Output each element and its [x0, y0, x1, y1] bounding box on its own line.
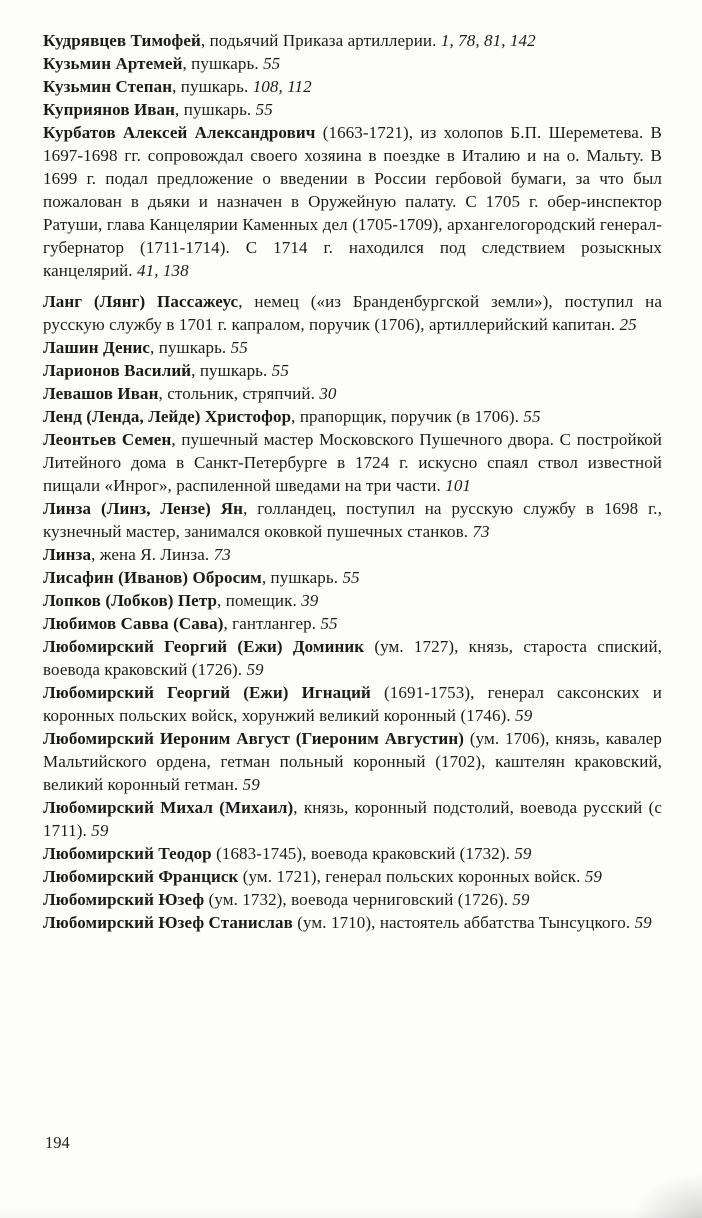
- index-entry: [43, 842, 662, 865]
- entry-description: , князь, коронный подстолий, воевода русский (с 1711).: [43, 798, 662, 840]
- entry-name: Курбатов Алексей Александрович: [43, 123, 316, 142]
- entry-name: Любомирский Иероним Август (Гиероним Августин): [43, 729, 464, 748]
- page-number: 194: [45, 1133, 70, 1152]
- entry-description: , пушкарь.: [150, 338, 227, 357]
- index-entry: [43, 290, 662, 336]
- letter-group-0: [43, 29, 662, 282]
- index-entry: [43, 121, 662, 282]
- entry-pages: 73: [472, 522, 490, 541]
- entry-pages: 25: [619, 315, 637, 334]
- entry-description: (ум. 1706), князь, кавалер Мальтийского ордена, гетман польный коронный (1702), каштелян краковский, великий коронный гетман.: [43, 729, 662, 794]
- entry-description: , пушкарь.: [182, 54, 259, 73]
- entry-name: Ларионов Василий: [43, 361, 192, 380]
- entry-description: (1663-1721), из холопов Б.П. Шереметева. В 1697-1698 гг. сопровождал своего хозяина в поездке в Италию и на о. Мальту. В 1699 г. подал предложение о введении в России гербовой бумаги, за что был пожалован в дьяки и назначен в Оружейную палату. С 1705 г. обер-инспектор Ратуши, глава Канцелярии Каменных дел (1705-1709), архангелогородский генерал-губернатор (1711-1714). С 1714 г. находился под следствием розыскных канцелярий.: [43, 123, 662, 280]
- entry-pages: 101: [445, 476, 472, 495]
- entry-pages: 59: [242, 775, 260, 794]
- index-list: [43, 29, 662, 934]
- index-entry: [43, 98, 662, 121]
- entry-pages: 59: [634, 913, 652, 932]
- entry-name: Лашин Денис: [43, 338, 151, 357]
- entry-pages: 59: [584, 867, 603, 886]
- index-entry: [43, 336, 662, 359]
- entry-description: , пушкарь.: [175, 100, 252, 119]
- entry-name: Любомирский Франциск: [43, 867, 239, 886]
- index-entry: [43, 888, 662, 911]
- entry-pages: 55: [255, 100, 273, 119]
- entry-pages: 55: [263, 54, 281, 73]
- entry-name: Любомирский Георгий (Ежи) Доминик: [43, 637, 365, 656]
- entry-name: Ланг (Лянг) Пассажеус: [43, 292, 239, 311]
- entry-name: Левашов Иван: [43, 384, 159, 403]
- entry-description: , пушкарь.: [261, 568, 339, 587]
- entry-pages: 59: [91, 821, 109, 840]
- entry-description: , прапорщик, поручик (в 1706).: [291, 407, 519, 426]
- entry-description: , стольник, стряпчий.: [158, 384, 315, 403]
- entry-name: Кузьмин Артемей: [43, 54, 183, 73]
- index-entry: [43, 359, 662, 382]
- index-entry: [43, 865, 662, 888]
- index-entry: [43, 405, 662, 428]
- index-entry: [43, 497, 662, 543]
- entry-description: , пушкарь.: [191, 361, 268, 380]
- entry-pages: 59: [512, 890, 530, 909]
- entry-name: Любомирский Михал (Михаил): [43, 798, 294, 817]
- index-entry: [43, 543, 662, 566]
- entry-name: Любимов Савва (Сава): [43, 614, 224, 633]
- index-entry: [43, 612, 662, 635]
- entry-name: Линза: [43, 545, 92, 564]
- entry-description: , голландец, поступил на русскую службу в 1698 г., кузнечный мастер, занимался оковкой пушечных станков.: [43, 499, 662, 541]
- entry-pages: 55: [230, 338, 248, 357]
- entry-pages: 55: [320, 614, 338, 633]
- index-entry: [43, 29, 662, 52]
- index-entry: [43, 911, 662, 934]
- entry-pages: 55: [342, 568, 360, 587]
- entry-name: Любомирский Юзеф Станислав: [43, 913, 293, 932]
- index-entry: [43, 428, 662, 497]
- index-entry: [43, 727, 662, 796]
- entry-pages: 30: [319, 384, 337, 403]
- index-entry: [43, 589, 662, 612]
- entry-name: Куприянов Иван: [43, 100, 176, 119]
- entry-description: , жена Я. Линза.: [91, 545, 210, 564]
- entry-description: , пушкарь.: [172, 77, 249, 96]
- entry-description: (ум. 1710), настоятель аббатства Тынсуцкого.: [292, 913, 631, 932]
- entry-description: , помещик.: [217, 591, 297, 610]
- entry-pages: 59: [514, 844, 532, 863]
- entry-description: (1683-1745), воевода краковский (1732).: [211, 844, 510, 863]
- entry-name: Леонтьев Семен: [43, 430, 172, 449]
- index-entry: [43, 52, 662, 75]
- entry-pages: 55: [523, 407, 541, 426]
- entry-pages: 108, 112: [252, 77, 312, 96]
- letter-group-1: [43, 290, 662, 934]
- entry-name: Линза (Линз, Лензе) Ян: [43, 499, 244, 518]
- entry-pages: 39: [301, 591, 319, 610]
- entry-description: , немец («из Бранденбургской земли»), поступил на русскую службу в 1701 г. капралом, поручик (1706), артиллерийский капитан.: [43, 292, 662, 334]
- entry-pages: 59: [246, 660, 264, 679]
- index-entry: [43, 566, 662, 589]
- entry-description: , подьячий Приказа артиллерии.: [200, 31, 437, 50]
- entry-pages: 73: [213, 545, 231, 564]
- entry-name: Кудрявцев Тимофей: [43, 31, 201, 50]
- entry-name: Любомирский Георгий (Ежи) Игнаций: [43, 683, 371, 702]
- entry-description: (ум. 1727), князь, староста спиский, воевода краковский (1726).: [43, 637, 662, 679]
- entry-description: (1691-1753), генерал саксонских и коронных польских войск, хорунжий великий коронный (1746).: [43, 683, 662, 725]
- entry-description: , гантлангер.: [223, 614, 317, 633]
- entry-description: , пушечный мастер Московского Пушечного двора. С постройкой Литейного дома в Санкт-Петербурге в 1724 г. искусно спаял ствол известной пищали «Инрог», распиленной шведами на три части.: [43, 430, 663, 495]
- entry-description: (ум. 1721), генерал польских коронных войск.: [238, 867, 581, 886]
- entry-name: Кузьмин Степан: [43, 77, 173, 96]
- entry-name: Лопков (Лобков) Петр: [43, 591, 218, 610]
- entry-pages: 41, 138: [137, 261, 189, 280]
- index-entry: [43, 635, 662, 681]
- entry-name: Ленд (Ленда, Лейде) Христофор: [43, 407, 292, 426]
- entry-name: Любомирский Юзеф: [43, 890, 205, 909]
- entry-name: Любомирский Теодор: [43, 844, 212, 863]
- entry-pages: 1, 78, 81, 142: [440, 31, 536, 50]
- index-entry: [43, 75, 662, 98]
- entry-pages: 55: [271, 361, 289, 380]
- index-entry: [43, 681, 662, 727]
- entry-name: Лисафин (Иванов) Обросим: [43, 568, 262, 587]
- index-entry: [43, 796, 662, 842]
- entry-description: (ум. 1732), воевода черниговский (1726).: [204, 890, 509, 909]
- index-entry: [43, 382, 662, 405]
- entry-pages: 59: [515, 706, 533, 725]
